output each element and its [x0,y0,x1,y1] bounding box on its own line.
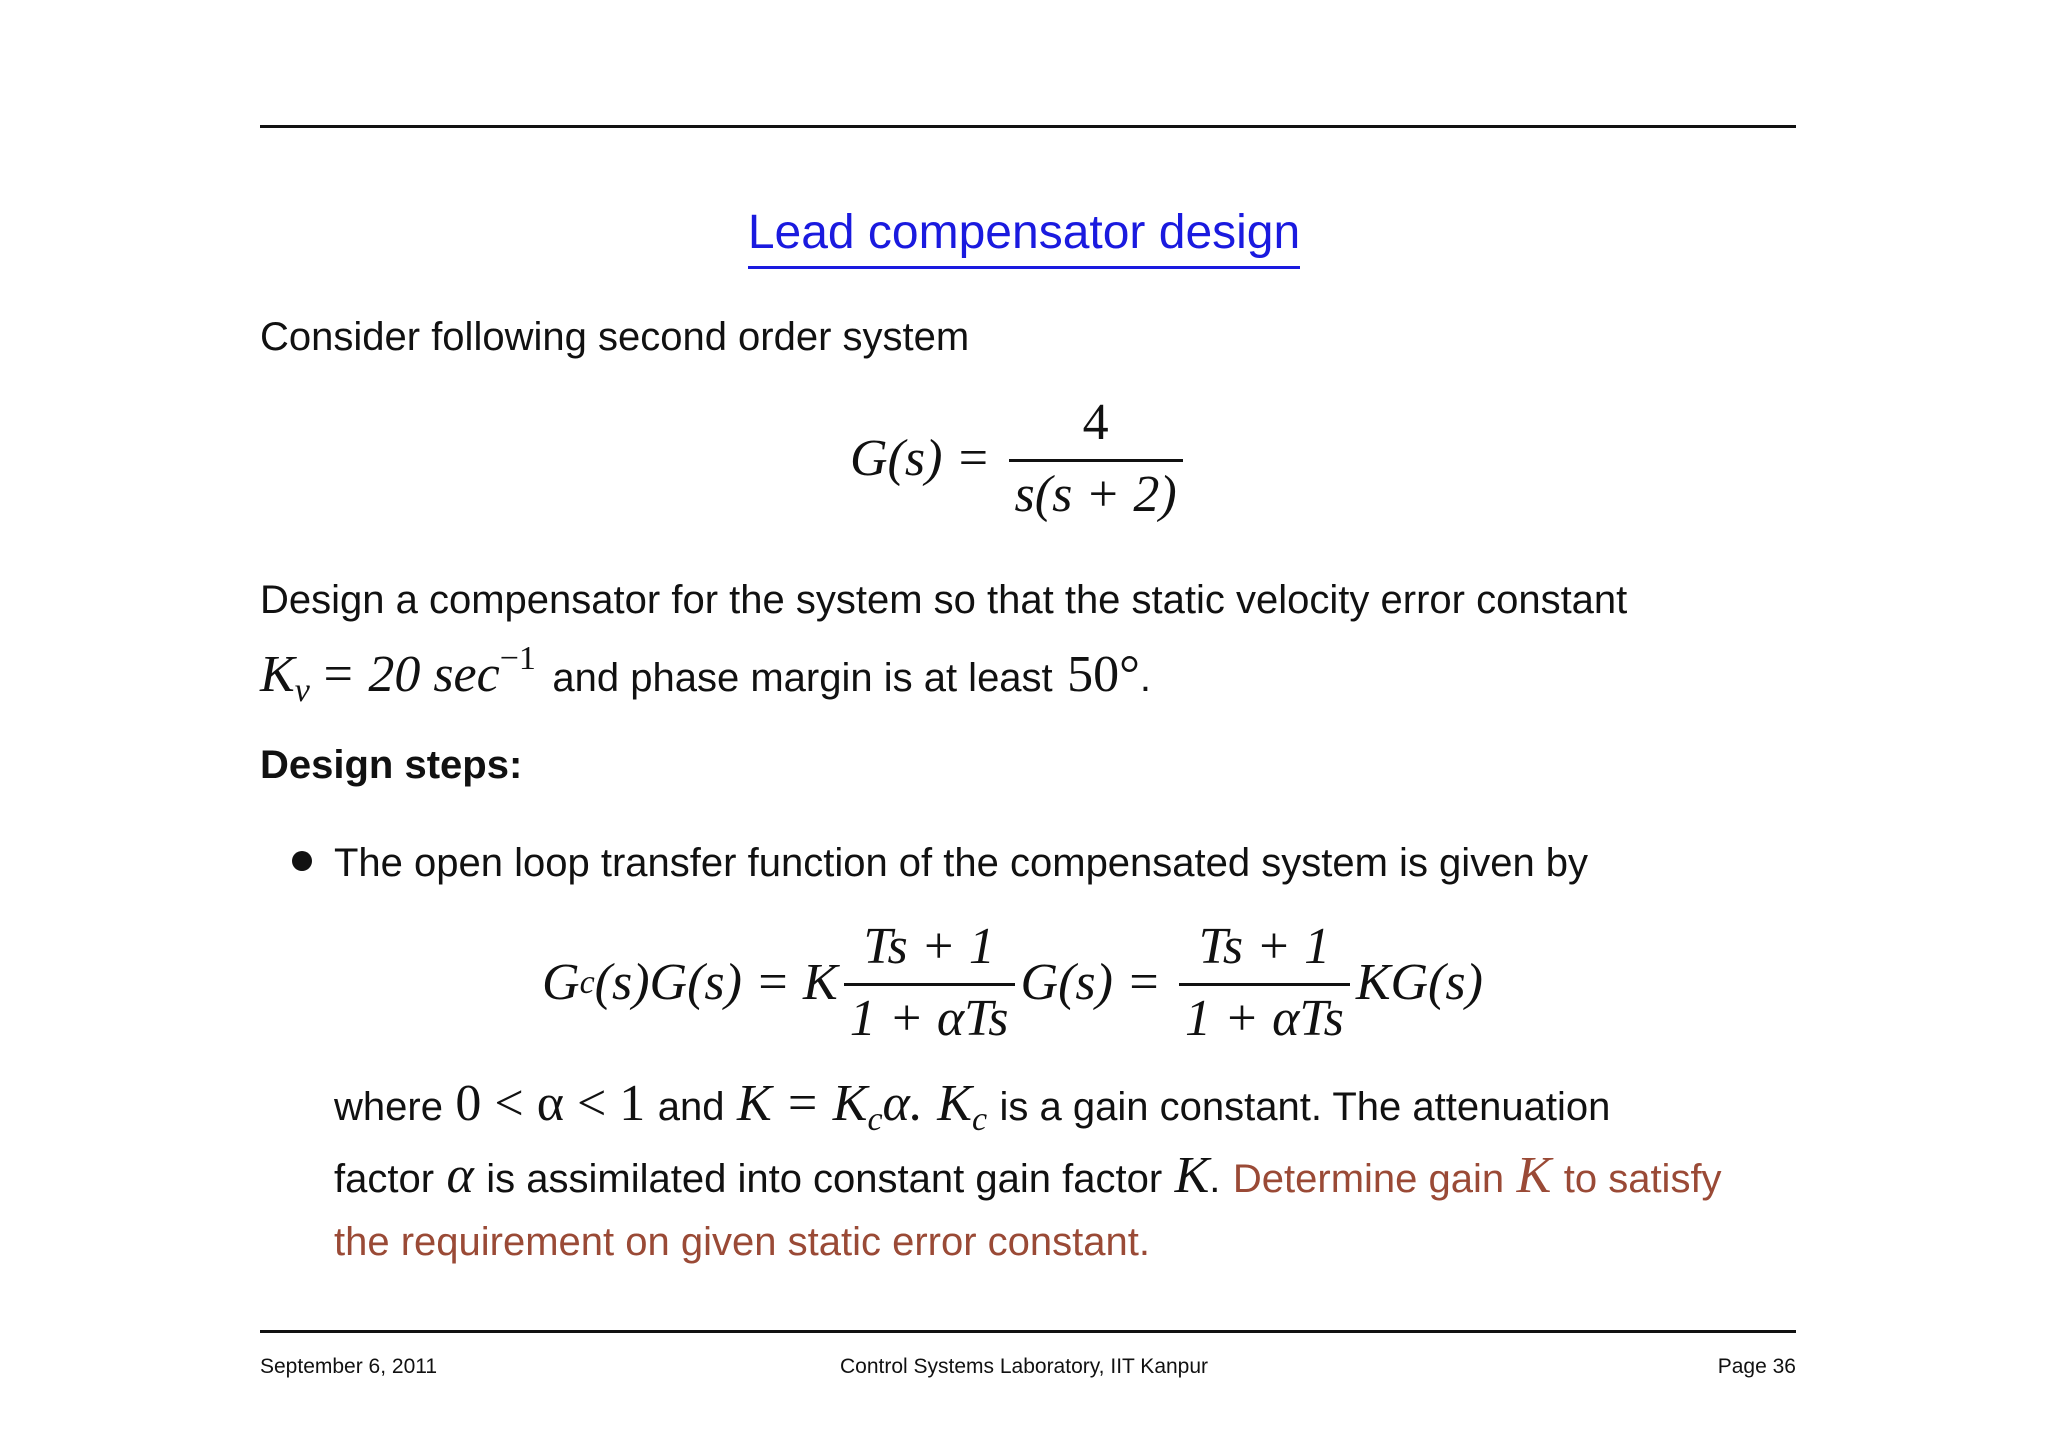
highlight-k-symbol: K [1516,1147,1552,1204]
alpha-range [455,1075,645,1132]
phase-margin-value: 50° [1067,646,1140,703]
kv-value: = 20 sec [320,646,500,703]
eq2-frac1-denominator: 1 + αTs [849,989,1009,1047]
slide-title: Lead compensator design [748,205,1300,269]
bullet-dot [292,851,312,871]
design-line-2 [260,642,1151,708]
eq2-fraction-1 [844,920,1015,1046]
footer-center: Control Systems Laboratory, IIT Kanpur [839,1355,1209,1378]
eq2-lhs-sub: c [579,964,595,1002]
eq1-fraction [1009,396,1183,522]
highlight-text-2: to satisfy [1563,1157,1722,1201]
equation-compensated [542,920,1483,1046]
eq2-rhs: KG(s) [1355,954,1483,1012]
eq1-lhs: G(s) = [850,430,991,488]
eq1-denominator: s(s + 2) [1014,465,1177,523]
eq2-lhs-g: G [542,954,580,1012]
slide-title-wrap [0,205,2048,269]
where-line-2-t2: is assimilated into constant gain factor [486,1157,1163,1201]
where-line-1-t1: where [334,1085,443,1129]
eq2-frac1-bar [844,983,1015,986]
where-line-2-t1: factor [334,1157,435,1201]
eq2-lhs-rest: (s)G(s) = K [594,954,838,1012]
k-definition-sub: c [867,1101,883,1138]
where-line-1 [334,1075,1611,1138]
eq2-frac2-denominator: 1 + αTs [1185,989,1344,1047]
eq2-frac2-bar [1179,983,1350,986]
where-line-3: the requirement on given static error constant. [334,1220,1150,1264]
kv-symbol: K [260,646,295,703]
eq2-frac1-numerator: Ts + 1 [863,918,995,975]
kv-subscript: v [294,672,310,709]
steps-heading: Design steps: [260,743,523,787]
kv-exponent: −1 [499,640,536,677]
footer-date: September 6, 2011 [260,1355,438,1378]
eq1-numerator: 4 [1082,394,1109,451]
kc-subscript: c [971,1101,988,1138]
equation-plant [850,396,1183,522]
eq2-frac2-numerator: Ts + 1 [1198,918,1331,975]
highlight-text-1: Determine gain [1232,1157,1505,1201]
top-rule [260,125,1796,128]
where-line-1-t2: and [657,1085,725,1129]
k-definition-rest: α. [882,1075,923,1132]
bottom-rule [260,1330,1796,1333]
k-symbol: K [1174,1147,1210,1204]
eq1-fraction-bar [1009,459,1183,462]
k-definition: K = K [736,1075,868,1132]
alpha-symbol: α [446,1147,474,1204]
design-line-2-text: and phase margin is at least [552,656,1053,700]
design-line-2-period: . [1139,656,1152,700]
design-line-1: Design a compensator for the system so that the static velocity error constant [260,578,1628,622]
kc-symbol: K [937,1075,972,1132]
where-line-2 [334,1147,1722,1204]
where-line-2-t3: . [1209,1157,1221,1201]
eq2-mid: G(s) = [1020,954,1162,1012]
footer-page: Page 36 [1717,1355,1796,1378]
where-line-1-t3: is a gain constant. The attenuation [999,1085,1611,1129]
intro-text: Consider following second order system [260,315,970,359]
eq2-fraction-2 [1179,920,1350,1046]
bullet-1-text: The open loop transfer function of the compensated system is given by [334,841,1589,885]
alpha-range-text: 0 < α < 1 [455,1075,646,1132]
